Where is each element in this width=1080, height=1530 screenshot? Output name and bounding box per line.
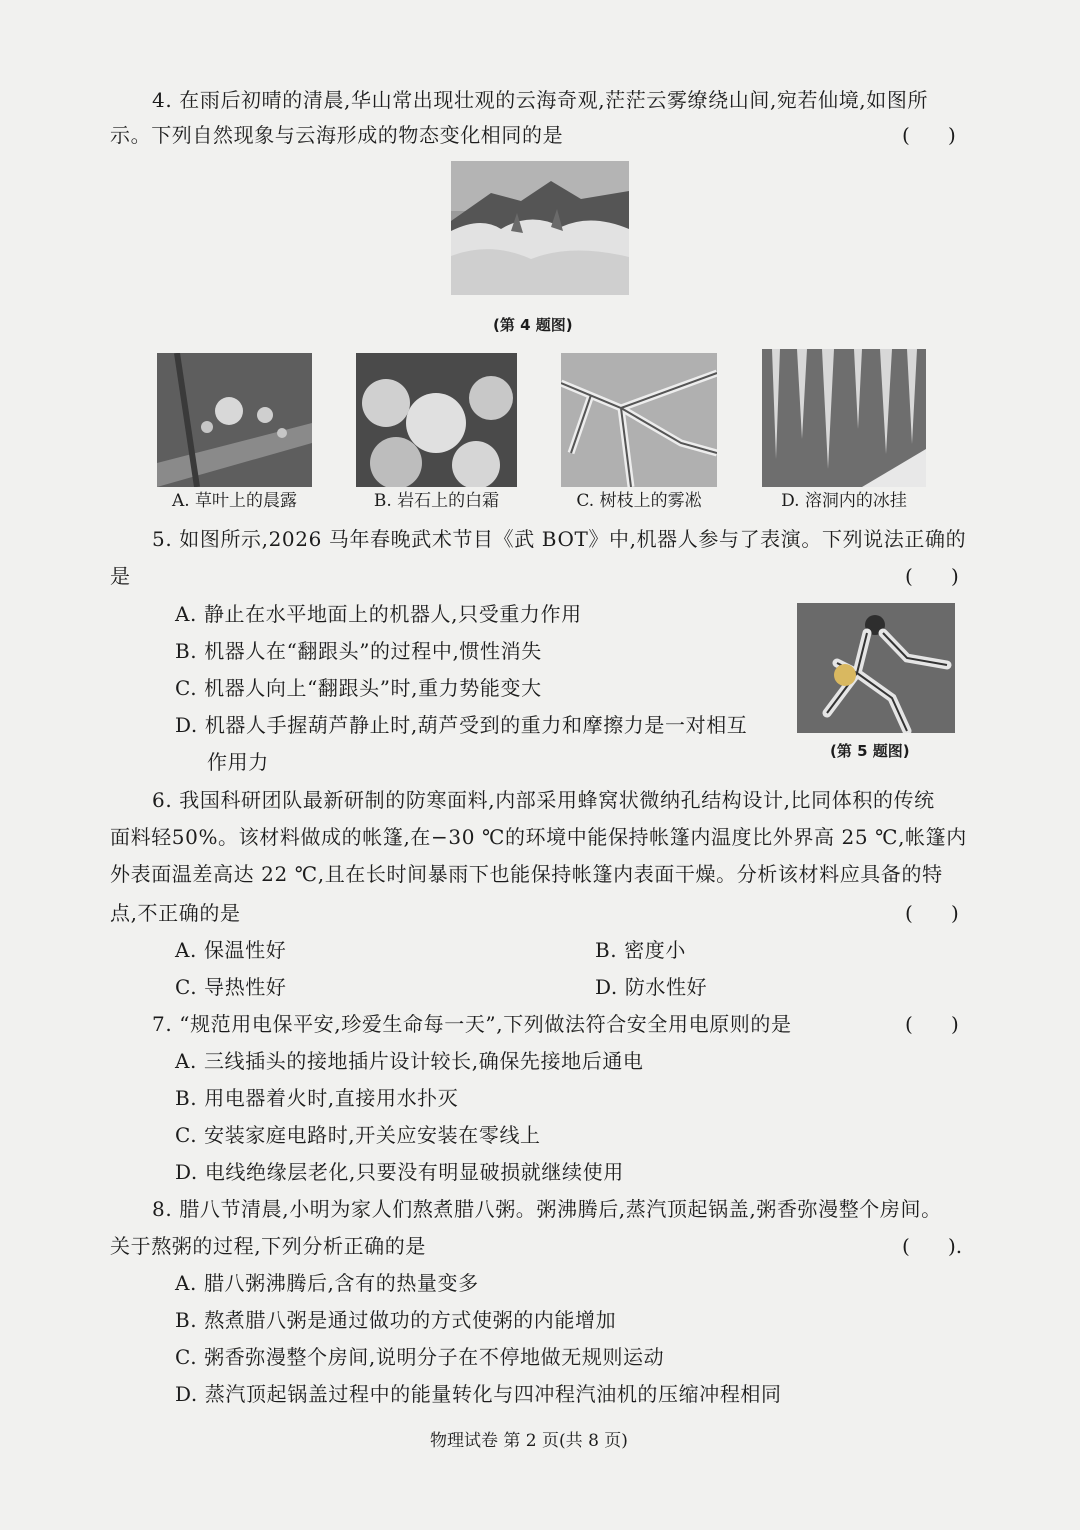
q4-answer-paren: ( ) [902,123,956,147]
q7-option-c: C. 安装家庭电路时,开关应安装在零线上 [175,1123,541,1147]
q8-option-a: A. 腊八粥沸腾后,含有的热量变多 [175,1271,479,1295]
q4-stem-line1: 4. 在雨后初晴的清晨,华山常出现壮观的云海奇观,茫茫云雾缭绕山间,宛若仙境,如图所 [152,88,929,112]
q8-stem-line2: 关于熬粥的过程,下列分析正确的是 [110,1234,426,1258]
q5-option-d-continued: 作用力 [207,750,269,774]
q6-stem-line2: 面料轻50%。该材料做成的帐篷,在−30 ℃的环境中能保持帐篷内温度比外界高 25 ℃,帐篷内 [110,825,967,849]
q5-option-c: C. 机器人向上“翻跟头”时,重力势能变大 [175,676,542,700]
q5-option-b: B. 机器人在“翻跟头”的过程中,惯性消失 [175,639,542,663]
q8-stem-line1: 8. 腊八节清晨,小明为家人们熬煮腊八粥。粥沸腾后,蒸汽顶起锅盖,粥香弥漫整个房间。 [152,1197,942,1221]
q7-option-b: B. 用电器着火时,直接用水扑灭 [175,1086,459,1110]
page-footer: 物理试卷 第 2 页(共 8 页) [430,1431,628,1451]
q8-answer-paren: ( ). [902,1234,963,1258]
q7-option-d: D. 电线绝缘层老化,只要没有明显破损就继续使用 [175,1160,624,1184]
icicles-in-cave-photo [762,349,926,487]
q7-answer-paren: ( ) [905,1012,959,1036]
q7-option-a: A. 三线插头的接地插片设计较长,确保先接地后通电 [175,1049,644,1073]
q5-stem-line2: 是 [110,564,131,588]
q4-option-c: C. 树枝上的雾凇 [576,491,702,511]
q6-answer-paren: ( ) [905,901,959,925]
q8-option-b: B. 熬煮腊八粥是通过做功的方式使粥的内能增加 [175,1308,617,1332]
q6-stem-line4: 点,不正确的是 [110,901,241,925]
q4-figure-caption: (第 4 题图) [493,316,573,334]
q6-option-c: C. 导热性好 [175,975,287,999]
q4-sea-of-clouds-photo [451,161,629,295]
q6-stem-line3: 外表面温差高达 22 ℃,且在长时间暴雨下也能保持帐篷内表面干燥。分析该材料应具备的特 [110,862,943,886]
q4-option-d: D. 溶洞内的冰挂 [781,491,907,511]
q5-figure-caption: (第 5 题图) [830,742,910,760]
q4-stem-line2: 示。下列自然现象与云海形成的物态变化相同的是 [110,123,564,147]
q5-answer-paren: ( ) [905,564,959,588]
q5-option-a: A. 静止在水平地面上的机器人,只受重力作用 [175,602,582,626]
q7-stem-line1: 7. “规范用电保平安,珍爱生命每一天”,下列做法符合安全用电原则的是 [152,1012,792,1036]
q4-option-b: B. 岩石上的白霜 [373,491,500,511]
q6-stem-line1: 6. 我国科研团队最新研制的防寒面料,内部采用蜂窝状微纳孔结构设计,比同体积的传统 [152,788,935,812]
q4-option-a: A. 草叶上的晨露 [171,491,298,511]
rime-on-branches-photo [561,353,717,487]
q8-option-c: C. 粥香弥漫整个房间,说明分子在不停地做无规则运动 [175,1345,665,1369]
q6-option-d: D. 防水性好 [595,975,708,999]
q6-option-b: B. 密度小 [595,938,687,962]
dew-on-grass-photo [157,353,312,487]
q8-option-d: D. 蒸汽顶起锅盖过程中的能量转化与四冲程汽油机的压缩冲程相同 [175,1382,782,1406]
q5-stem-line1: 5. 如图所示,2026 马年春晚武术节目《武 BOT》中,机器人参与了表演。下列说法正确的 [152,527,967,551]
q5-option-d: D. 机器人手握葫芦静止时,葫芦受到的重力和摩擦力是一对相互 [175,713,748,737]
q6-option-a: A. 保温性好 [175,938,287,962]
robot-performance-photo [797,603,955,733]
frost-on-rock-photo [356,353,517,487]
